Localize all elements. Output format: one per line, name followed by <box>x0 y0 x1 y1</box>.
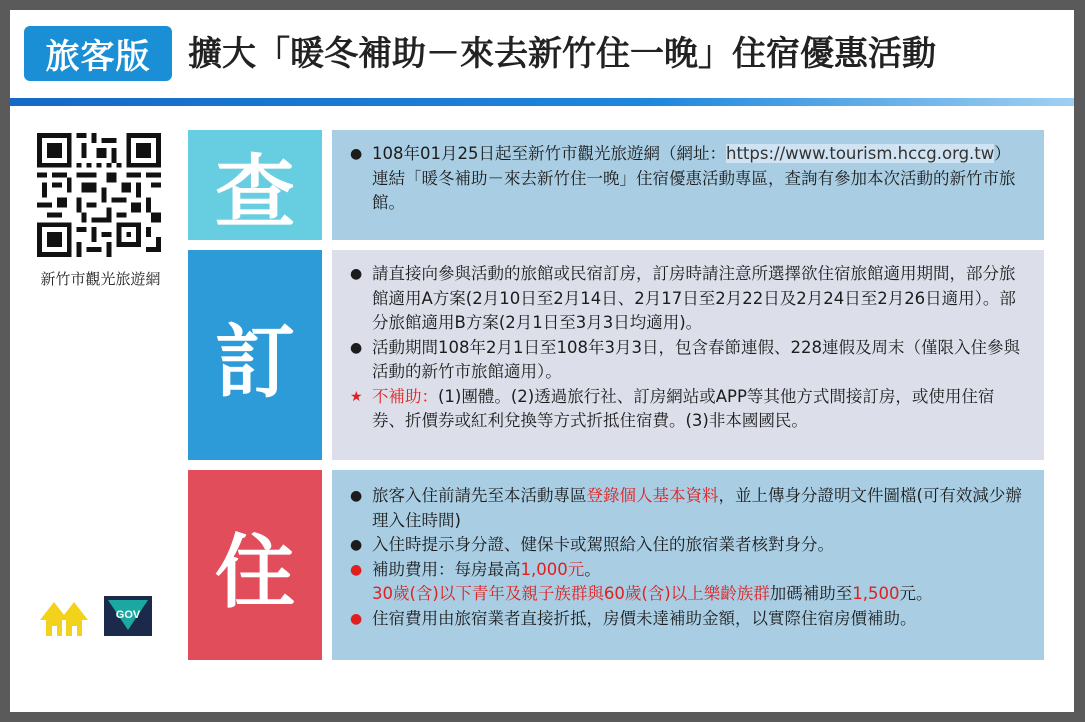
bullet-icon: ● <box>350 339 363 356</box>
list-item: ● 活動期間108年2月1日至108年3月3日，包含春節連假、228連假及周末（僅限入住參與活動的新竹市旅館適用）。 <box>350 337 1020 381</box>
bullet-icon: ● <box>350 488 363 504</box>
red-bullet-icon: ● <box>350 610 363 627</box>
stay-tag: 住 <box>188 470 322 660</box>
bullet-icon: ● <box>350 146 363 162</box>
list-item: ● 請直接向參與活動的旅館或民宿訂房，訂房時請注意所選擇欲住宿旅館適用期間，部分旅館適用A方案(2月10日至2月14日、2月17日至2月22日及2月24日至2月26日適用）。部分旅館適用B方案(2月1日至3月3日均適用)。 <box>350 264 1016 332</box>
list-item: ★ 不補助：(1)團體。(2)透過旅行社、訂房網站或APP等其他方式間接訂房，或使用住宿券、折價券或紅利兌換等方式折抵住宿費。(3)非本國國民。 <box>350 386 995 430</box>
page-title: 擴大「暖冬補助－來去新竹住一晚」住宿優惠活動 <box>188 34 936 74</box>
svg-text:GOV: GOV <box>115 609 141 621</box>
query-panel <box>332 130 1044 240</box>
booking-panel <box>332 250 1044 460</box>
query-tag: 查 <box>188 130 322 240</box>
booking-tag: 訂 <box>188 250 322 460</box>
red-bullet-icon: ● <box>350 561 363 578</box>
list-item-continuation: 30歲(含)以下青年及親子族群與60歲(含)以上樂齡族群加碼補助至1,500元。 <box>372 584 933 603</box>
stay-panel <box>332 470 1044 660</box>
query-section <box>188 130 1044 240</box>
list-item: ● 住宿費用由旅宿業者直接折抵，房價未達補助金額，以實際住宿房價補助。 <box>350 607 1026 632</box>
gov-logo-icon <box>104 596 152 636</box>
list-item: ● 旅客入住前請先至本活動專區登錄個人基本資料，並上傳身分證明文件圖檔(可有效減少辦理入住時間) <box>350 486 1022 530</box>
traveler-edition-badge: 旅客版 <box>24 26 172 81</box>
list-item: ● 入住時提示身分證、健保卡或駕照給入住的旅宿業者核對身分。 <box>350 533 1026 558</box>
star-icon: ★ <box>350 388 363 405</box>
stay-section <box>188 470 1044 660</box>
yellow-house-logo-icon <box>40 602 88 636</box>
qr-code-label: 新竹市觀光旅遊網 <box>40 270 161 288</box>
qr-code-icon[interactable] <box>37 133 161 257</box>
flyer-sheet <box>10 10 1074 712</box>
no-subsidy-label: 不補助： <box>372 386 438 406</box>
header-divider <box>10 98 1074 106</box>
register-info-highlight: 登錄個人基本資料 <box>586 486 719 505</box>
bullet-icon: ● <box>350 537 363 553</box>
header <box>10 10 1074 110</box>
sponsor-logos <box>38 590 158 642</box>
booking-section <box>188 250 1044 460</box>
list-item: ● 補助費用：每房最高1,000元。 <box>350 558 1026 583</box>
list-item: ● 108年01月25日起至新竹市觀光旅遊網（網址：https://www.tourism.hccg.org.tw）連結「暖冬補助－來去新竹住一晚」住宿優惠活動專區，查詢有參加本次活動的新竹市旅館。 <box>350 144 1016 212</box>
bullet-icon: ● <box>350 266 363 282</box>
tourism-url-link[interactable]: https://www.tourism.hccg.org.tw <box>726 144 995 163</box>
